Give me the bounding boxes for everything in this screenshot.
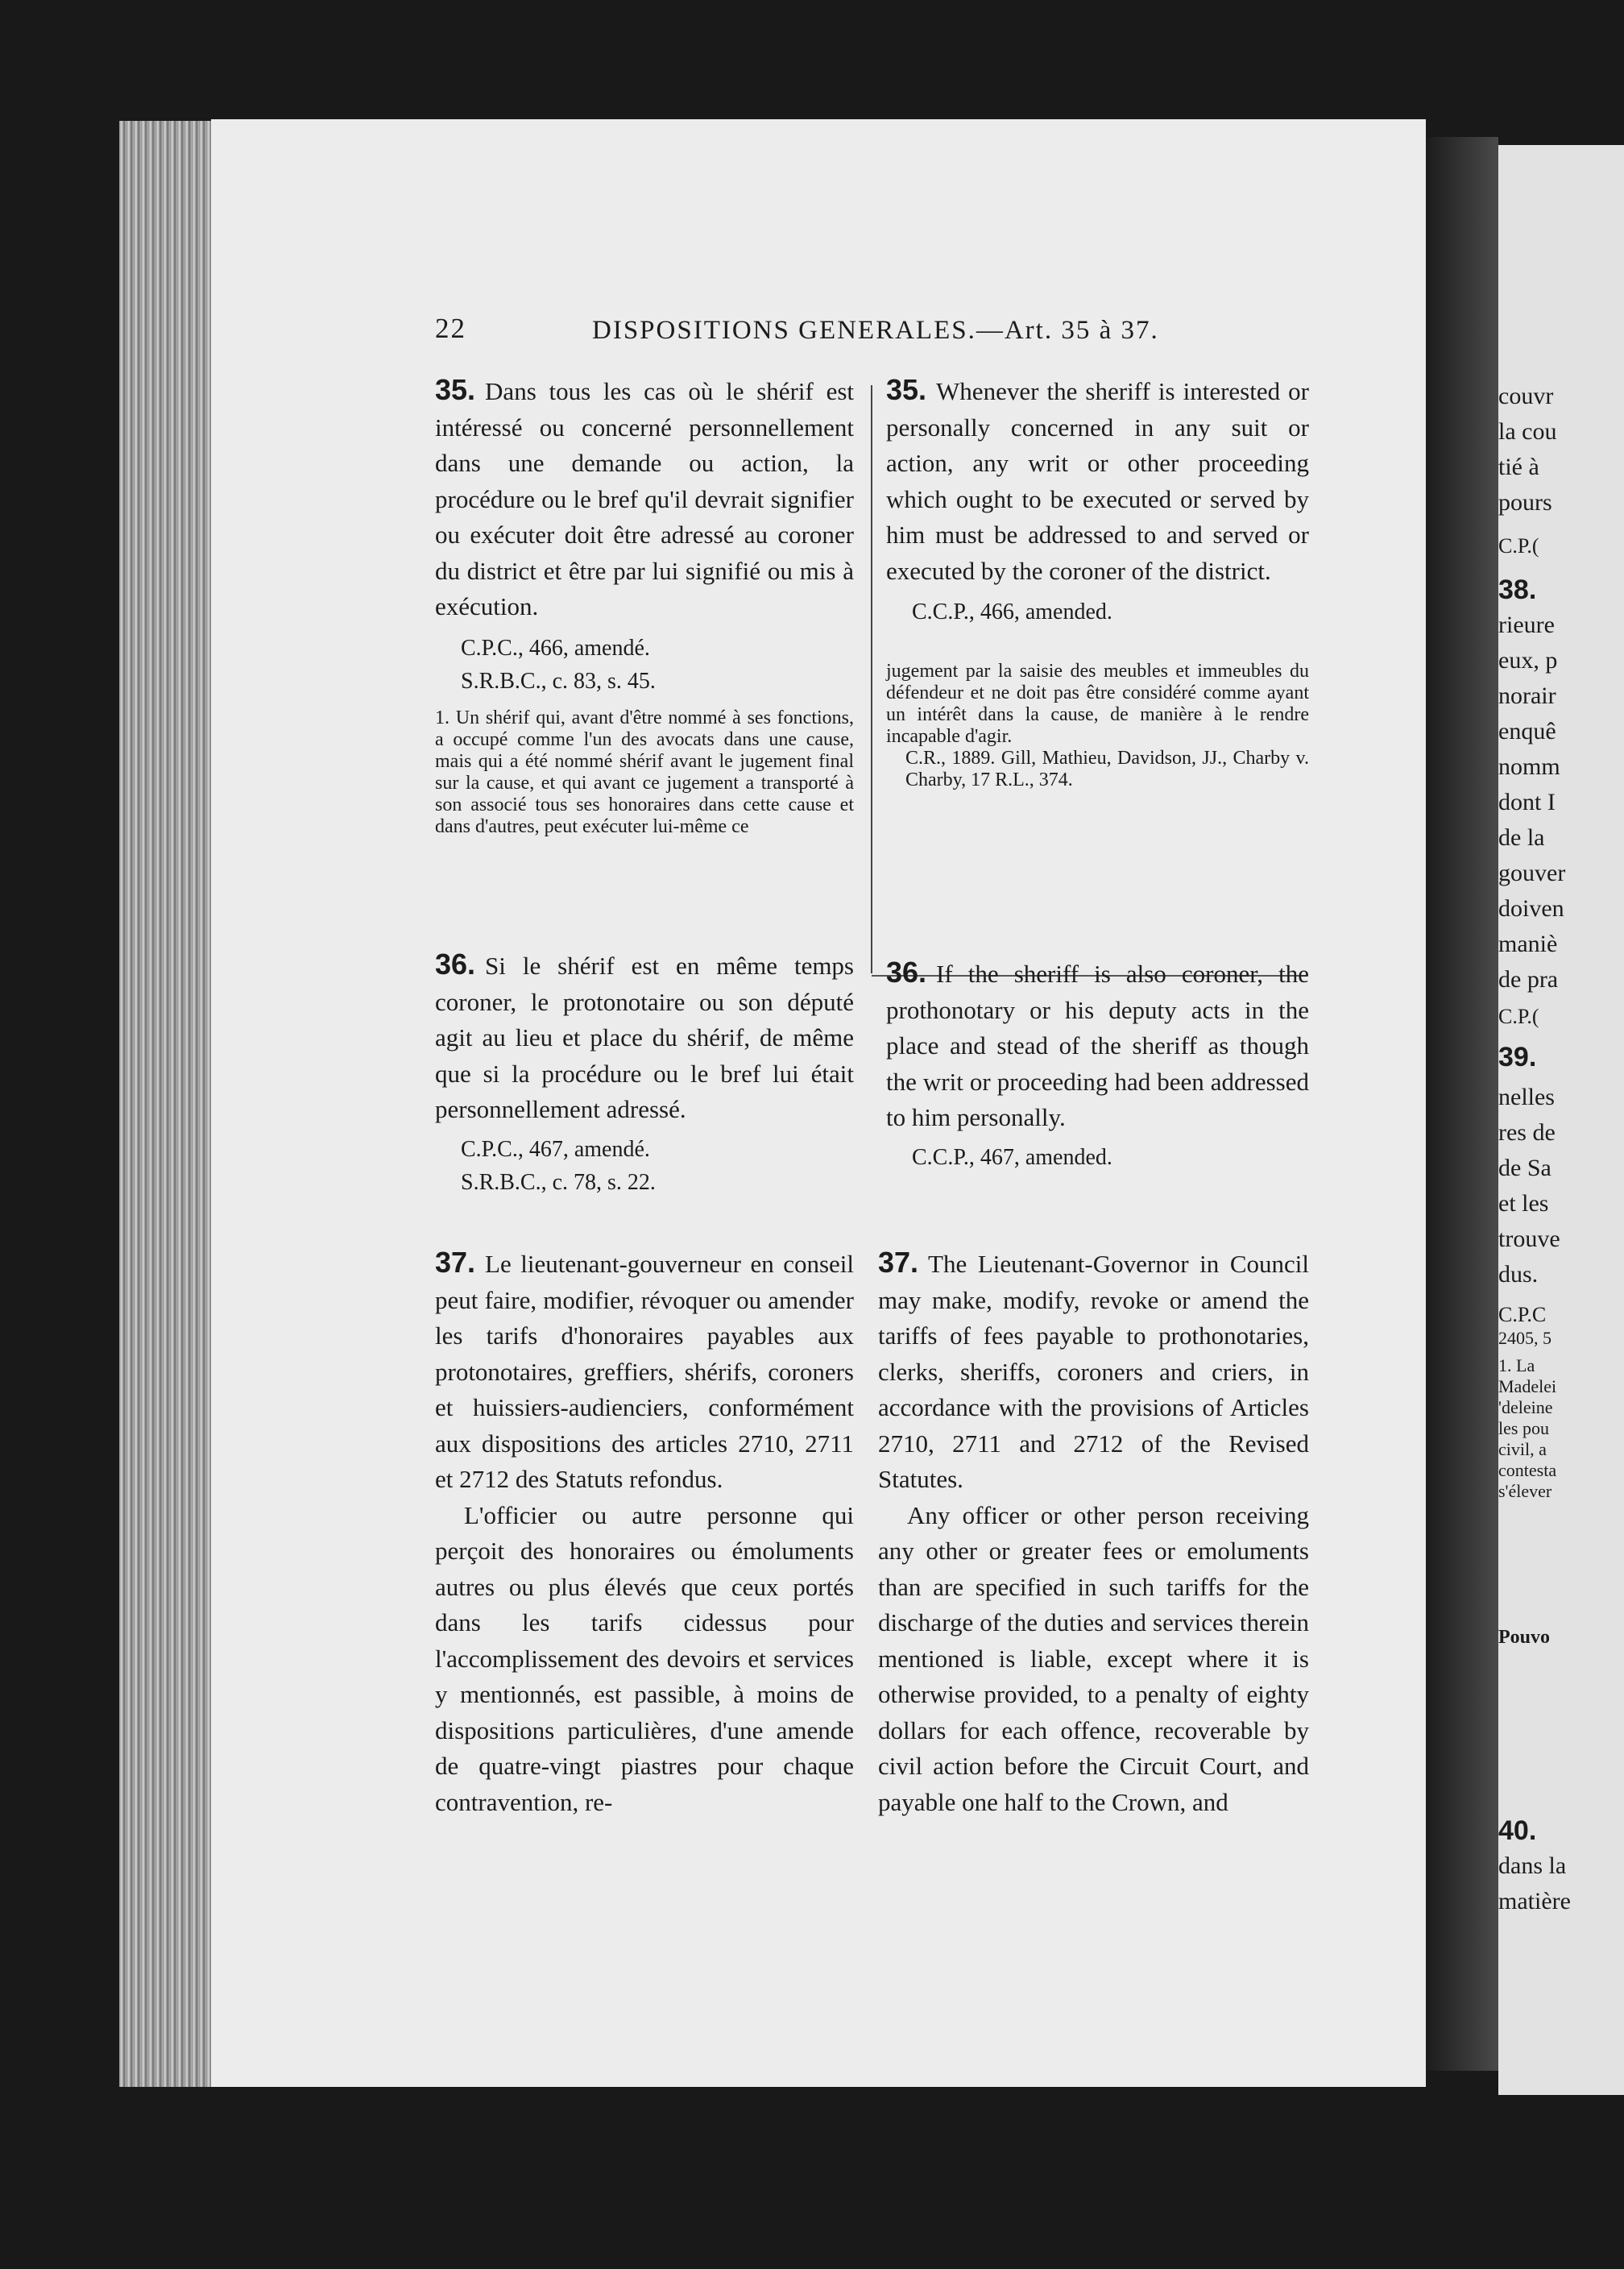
article-number: 35. [886,373,927,406]
facing-line: les pou [1498,1418,1549,1438]
facing-line: contesta [1498,1460,1557,1480]
facing-line: la cou [1498,418,1557,445]
facing-line: doiven [1498,895,1564,922]
book-gutter-shadow [1426,137,1498,2071]
facing-line: C.P.C [1498,1303,1547,1326]
citation: C.C.P., 467, amended. [912,1144,1112,1170]
facing-line: de Sa [1498,1155,1552,1181]
facing-line: 1. La [1498,1355,1535,1375]
facing-article-number: 40. [1498,1815,1537,1846]
article-text: If the sheriff is also coroner, the prothonotary or his deputy acts in the place and stead of the sheriff as though the writ or proceeding had been addressed to him personally. [886,960,1309,1131]
column-divider [871,385,872,973]
article-37-en [878,1245,1309,1498]
facing-line: dont I [1498,789,1556,815]
facing-line: dus. [1498,1261,1539,1288]
facing-line: civil, a [1498,1439,1547,1459]
facing-line: s'élever [1498,1481,1552,1501]
english-column [886,372,1309,791]
article-36-en [886,955,1309,1136]
french-column-36 [435,947,854,1199]
citation: C.P.C., 466, amendé. [461,635,650,661]
article-text: Si le shérif est en même temps coroner, le protonotaire ou son député agit au lieu et place du shérif, de même que si la procédure ou le bref lui était personnellement adressé. [435,952,854,1123]
page-number: 22 [435,313,466,344]
article-37-fr [435,1245,854,1498]
facing-line: couvr [1498,383,1554,409]
facing-line: dans la [1498,1852,1567,1879]
facing-line: nomm [1498,753,1560,780]
book-page-edges [119,121,216,2087]
french-column-37 [435,1245,854,1820]
facing-line: norair [1498,682,1556,709]
footnote-citation: C.R., 1889. Gill, Mathieu, Davidson, JJ., Charby v. Charby, 17 R.L., 374. [905,748,1309,790]
running-header [435,313,1345,353]
article-number: 35. [435,373,476,406]
facing-line: et les [1498,1190,1549,1217]
article-37-en-para2: Any officer or other person receiving any other or greater fees or emoluments than are specified in such tariffs for the discharge of the duties and services therein mentioned is liable, except where it is otherwise provided, to a penalty of eighty dollars for each offence, recoverable by civil action before the Circuit Court, and payable one half to the Crown, and [878,1500,1309,1816]
article-text: The Lieutenant-Governor in Council may make, modify, revoke or amend the tariffs of fees payable to prothonotaries, clerks, sheriffs, coroners and criers, in accordance with the provisions of Articles 2710, 2711 and 2712 of the Revised Statutes. [878,1250,1309,1493]
article-35-fr [435,372,854,625]
facing-line: tié à [1498,454,1539,480]
article-text: Le lieutenant-gouverneur en conseil peut faire, modifier, révoquer ou amender les tarifs d'honoraires payables aux protonotaires, greffiers, shérifs, coroners et huissiers-audienciers, conformément aux dispositions des articles 2710, 2711 et 2712 des Statuts refondus. [435,1250,854,1493]
citation: C.C.P., 466, amended. [912,599,1112,624]
facing-article-number: 38. [1498,575,1537,605]
article-number: 36. [435,948,476,981]
article-number: 37. [878,1246,919,1279]
facing-line: gouver [1498,860,1566,886]
facing-line: nelles [1498,1084,1555,1110]
english-column-37 [878,1245,1309,1820]
facing-line: de pra [1498,966,1559,993]
footnote: 1. Un shérif qui, avant d'être nommé à ses fonctions, a occupé comme l'un des avocats dans une cause, mais qui a été nommé shérif avant le jugement final sur la cause, et qui avant ce jugement a transporté à son associé tous ses honoraires dans cette cause et dans d'autres, peut exécuter lui-même ce [435,707,854,837]
facing-line: pours [1498,489,1552,516]
citation: S.R.B.C., c. 78, s. 22. [461,1169,656,1195]
facing-line: maniè [1498,931,1558,957]
facing-line: 'deleine [1498,1397,1553,1417]
facing-line: eux, p [1498,647,1558,674]
facing-line: C.P.( [1498,1005,1539,1028]
facing-heading: Pouvo [1498,1627,1551,1648]
article-number: 37. [435,1246,476,1279]
article-36-fr [435,947,854,1128]
article-text: Whenever the sheriff is interested or personally concerned in any suit or action, any writ or other proceeding which ought to be executed or served by him must be addressed to and served or executed by the coroner of the district. [886,377,1309,585]
citation: S.R.B.C., c. 83, s. 45. [461,668,656,694]
facing-article-number: 39. [1498,1042,1537,1072]
article-number: 36. [886,956,927,989]
facing-line: C.P.( [1498,534,1539,558]
facing-page [1498,145,1624,2095]
facing-line: 2405, 5 [1498,1328,1552,1348]
facing-line: res de [1498,1119,1556,1146]
article-text: Dans tous les cas où le shérif est intéressé ou concerné personnellement dans une demande ou action, la procédure ou le bref qu'il devrait signifier ou exécuter doit être adressé au coroner du district et être par lui signifié ou mis à exécution. [435,377,854,620]
citation: C.P.C., 467, amendé. [461,1136,650,1162]
facing-line: trouve [1498,1226,1560,1252]
facing-line: Madelei [1498,1376,1557,1396]
facing-line: matière [1498,1888,1571,1914]
facing-line: rieure [1498,612,1555,638]
english-column-36 [886,955,1309,1174]
running-title: DISPOSITIONS GENERALES.—Art. 35 à 37. [592,316,1159,345]
footnote-continued: jugement par la saisie des meubles et immeubles du défendeur et ne doit pas être considéré comme ayant un intérêt dans la cause, de manière à le rendre incapable d'agir. [886,661,1309,747]
article-35-en [886,372,1309,589]
facing-line: de la [1498,824,1545,851]
article-37-fr-para2: L'officier ou autre personne qui perçoit des honoraires ou émoluments autres ou plus élevés que ceux portés dans les tarifs cidessus pour l'accomplissement des devoirs et services y mentionnés, est passible, à moins de dispositions particulières, d'une amende de quatre-vingt piastres pour chaque contravention, re- [435,1500,854,1816]
facing-line: enquê [1498,718,1556,745]
french-column [435,372,854,838]
